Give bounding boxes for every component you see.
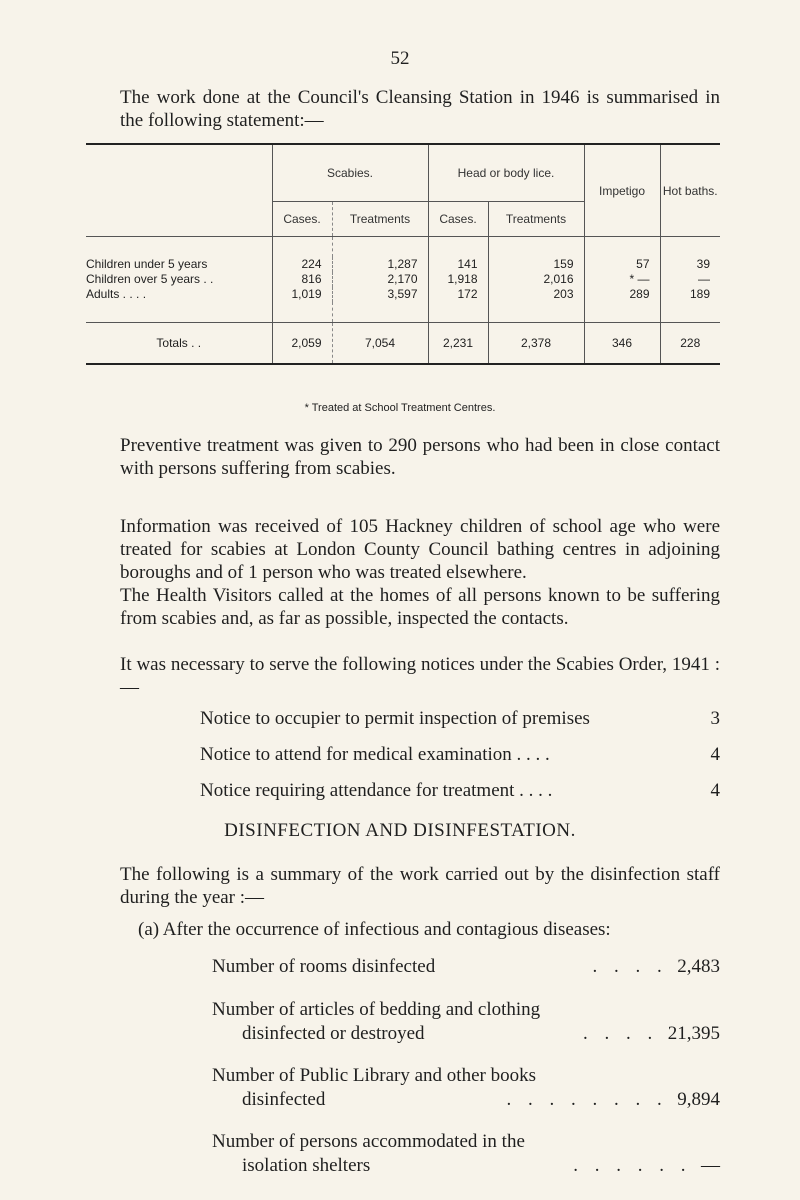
- preventive-paragraph: Preventive treatment was given to 290 persons who had been in close contact with persons suffering from scabies.: [120, 435, 720, 479]
- notice-item: [200, 744, 720, 766]
- header-lice: Head or body lice.: [428, 145, 584, 202]
- item-label: Number of Public Library and other books: [212, 1065, 536, 1086]
- total-lice-cases: 2,231: [428, 323, 488, 364]
- cell-lice-treatments: 159: [488, 257, 584, 272]
- notices-intro-paragraph: It was necessary to serve the following notices under the Scabies Order, 1941 :—: [120, 654, 720, 698]
- totals-label: Totals . .: [86, 323, 272, 364]
- item-label: Number of articles of bedding and clothing: [212, 999, 541, 1020]
- information-paragraph: Information was received of 105 Hackney children of school age who were treated for scabies at London County Council bathing centres in adjoining boroughs and of 1 person who was treated elsewhere.: [120, 516, 720, 583]
- total-impetigo: 346: [584, 323, 660, 364]
- total-lice-treatments: 2,378: [488, 323, 584, 364]
- cleansing-station-table: [86, 143, 720, 365]
- table-row: [86, 257, 720, 272]
- item-leader: . . . .: [592, 956, 668, 977]
- header-impetigo: Impetigo: [584, 145, 660, 237]
- subheader-lice-cases: Cases.: [428, 202, 488, 237]
- cell-lice-cases: 141: [428, 257, 488, 272]
- cell-impetigo: 57: [584, 257, 660, 272]
- total-scabies-treatments: 7,054: [332, 323, 428, 364]
- section-a-heading: (a) After the occurrence of infectious and contagious diseases:: [138, 919, 611, 940]
- notice-count: 4: [710, 780, 720, 801]
- table-row: [86, 287, 720, 302]
- item-leader: . . . .: [583, 1023, 659, 1044]
- header-hot-baths: Hot baths.: [660, 145, 720, 237]
- cell-scabies-treatments: 2,170: [332, 272, 428, 287]
- cell-impetigo: * —: [584, 272, 660, 287]
- total-hot-baths: 228: [660, 323, 720, 364]
- total-scabies-cases: 2,059: [272, 323, 332, 364]
- notice-item: [200, 708, 720, 730]
- intro-paragraph: The work done at the Council's Cleansing Station in 1946 is summarised in the following statement:—: [120, 87, 720, 131]
- item-value: 2,483: [677, 956, 720, 977]
- subheader-scabies-cases: Cases.: [272, 202, 332, 237]
- header-scabies: Scabies.: [272, 145, 428, 202]
- health-visitors-paragraph: The Health Visitors called at the homes of all persons known to be suffering from scabies and, as far as possible, inspected the contacts.: [120, 585, 720, 629]
- cell-scabies-cases: 1,019: [272, 287, 332, 302]
- notice-label: Notice requiring attendance for treatment . . . .: [200, 780, 553, 801]
- cell-hot-baths: 39: [660, 257, 720, 272]
- page-number: 52: [390, 48, 410, 69]
- disinfection-item: [212, 1064, 720, 1112]
- item-label: Number of rooms disinfected: [212, 956, 436, 977]
- section-heading: DISINFECTION AND DISINFESTATION.: [224, 820, 576, 841]
- cell-lice-treatments: 2,016: [488, 272, 584, 287]
- notice-label: Notice to attend for medical examination . . . .: [200, 744, 550, 765]
- cell-hot-baths: 189: [660, 287, 720, 302]
- cell-scabies-treatments: 3,597: [332, 287, 428, 302]
- subheader-lice-treatments: Treatments: [488, 202, 584, 237]
- totals-row: [86, 323, 720, 364]
- cell-scabies-treatments: 1,287: [332, 257, 428, 272]
- row-label: Children over 5 years . .: [86, 272, 214, 286]
- notice-item: [200, 780, 720, 802]
- cell-hot-baths: —: [660, 272, 720, 287]
- cell-scabies-cases: 224: [272, 257, 332, 272]
- item-value: 9,894: [677, 1089, 720, 1110]
- table-corner: [86, 145, 272, 202]
- notice-count: 4: [710, 744, 720, 765]
- cell-lice-cases: 1,918: [428, 272, 488, 287]
- table-bottom-rule: [86, 363, 720, 365]
- row-label: Children under 5 years: [86, 257, 208, 271]
- disinfection-item: [212, 955, 720, 979]
- row-label: Adults . . . .: [86, 287, 147, 301]
- item-leader: . . . . . . . .: [506, 1089, 668, 1110]
- cell-impetigo: 289: [584, 287, 660, 302]
- table-row: [86, 272, 720, 287]
- item-leader: . . . . . .: [573, 1155, 692, 1176]
- cell-lice-cases: 172: [428, 287, 488, 302]
- item-value: —: [701, 1155, 720, 1176]
- subheader-scabies-treatments: Treatments: [332, 202, 428, 237]
- cell-scabies-cases: 816: [272, 272, 332, 287]
- cell-lice-treatments: 203: [488, 287, 584, 302]
- table-corner-lower: [86, 202, 272, 237]
- notice-label: Notice to occupier to permit inspection of premises: [200, 708, 590, 729]
- disinfection-summary: The following is a summary of the work carried out by the disinfection staff during the year :—: [120, 864, 720, 908]
- item-label-cont: disinfected or destroyed: [242, 1023, 425, 1044]
- table-footnote: * Treated at School Treatment Centres.: [304, 402, 496, 414]
- item-label-cont: disinfected: [242, 1089, 326, 1110]
- item-value: 21,395: [667, 1023, 720, 1044]
- notice-count: 3: [710, 708, 720, 729]
- disinfection-item: [212, 1130, 720, 1178]
- disinfection-item: [212, 998, 720, 1046]
- item-label: Number of persons accommodated in the: [212, 1131, 525, 1152]
- item-label-cont: isolation shelters: [242, 1155, 371, 1176]
